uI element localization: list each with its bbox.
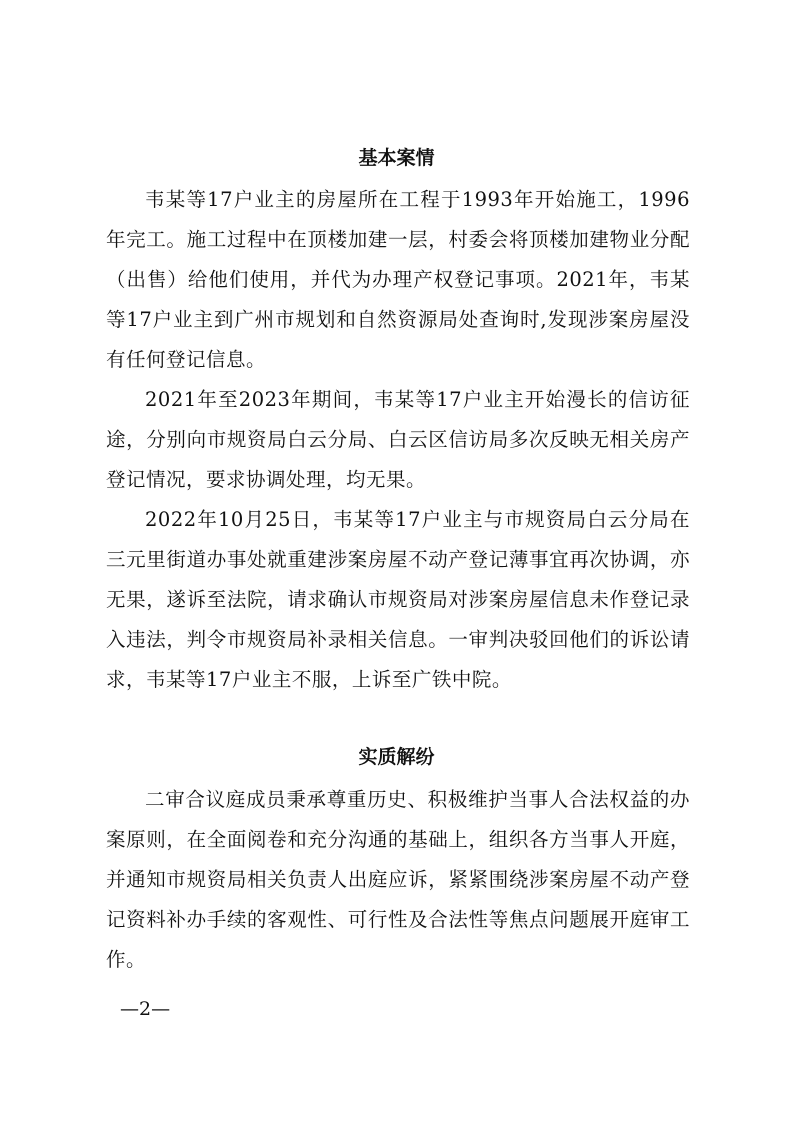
paragraph-basic-facts-1: 韦某等17户业主的房屋所在工程于1993年开始施工，1996年完工。施工过程中在顶楼加建一层，村委会将顶楼加建物业分配（出售）给他们使用，并代为办理产权登记事项。2021年，韦某等17户业主到广州市规划和自然资源局处查询时,发现涉案房屋没有任何登记信息。 — [106, 188, 690, 371]
page-number: —2— — [120, 998, 171, 1020]
section-title-basic-facts: 基本案情 — [358, 147, 435, 169]
paragraph-basic-facts-2: 2021年至2023年期间，韦某等17户业主开始漫长的信访征途，分别向市规资局白云分局、白云区信访局多次反映无相关房产登记情况，要求协调处理，均无果。 — [106, 388, 690, 491]
paragraph-basic-facts-3: 2022年10月25日，韦某等17户业主与市规资局白云分局在三元里街道办事处就重建涉案房屋不动产登记薄事宜再次协调，亦无果，遂诉至法院，请求确认市规资局对涉案房屋信息未作登记录入违法，判令市规资局补录相关信息。一审判决驳回他们的诉讼请求，韦某等17户业主不服，上诉至广铁中院。 — [106, 508, 690, 691]
paragraph-dispute-resolution-1: 二审合议庭成员秉承尊重历史、积极维护当事人合法权益的办案原则，在全面阅卷和充分沟通的基础上，组织各方当事人开庭，并通知市规资局相关负责人出庭应诉，紧紧围绕涉案房屋不动产登记资料补办手续的客观性、可行性及合法性等焦点问题展开庭审工作。 — [106, 788, 690, 971]
section-title-dispute-resolution: 实质解纷 — [358, 746, 435, 768]
